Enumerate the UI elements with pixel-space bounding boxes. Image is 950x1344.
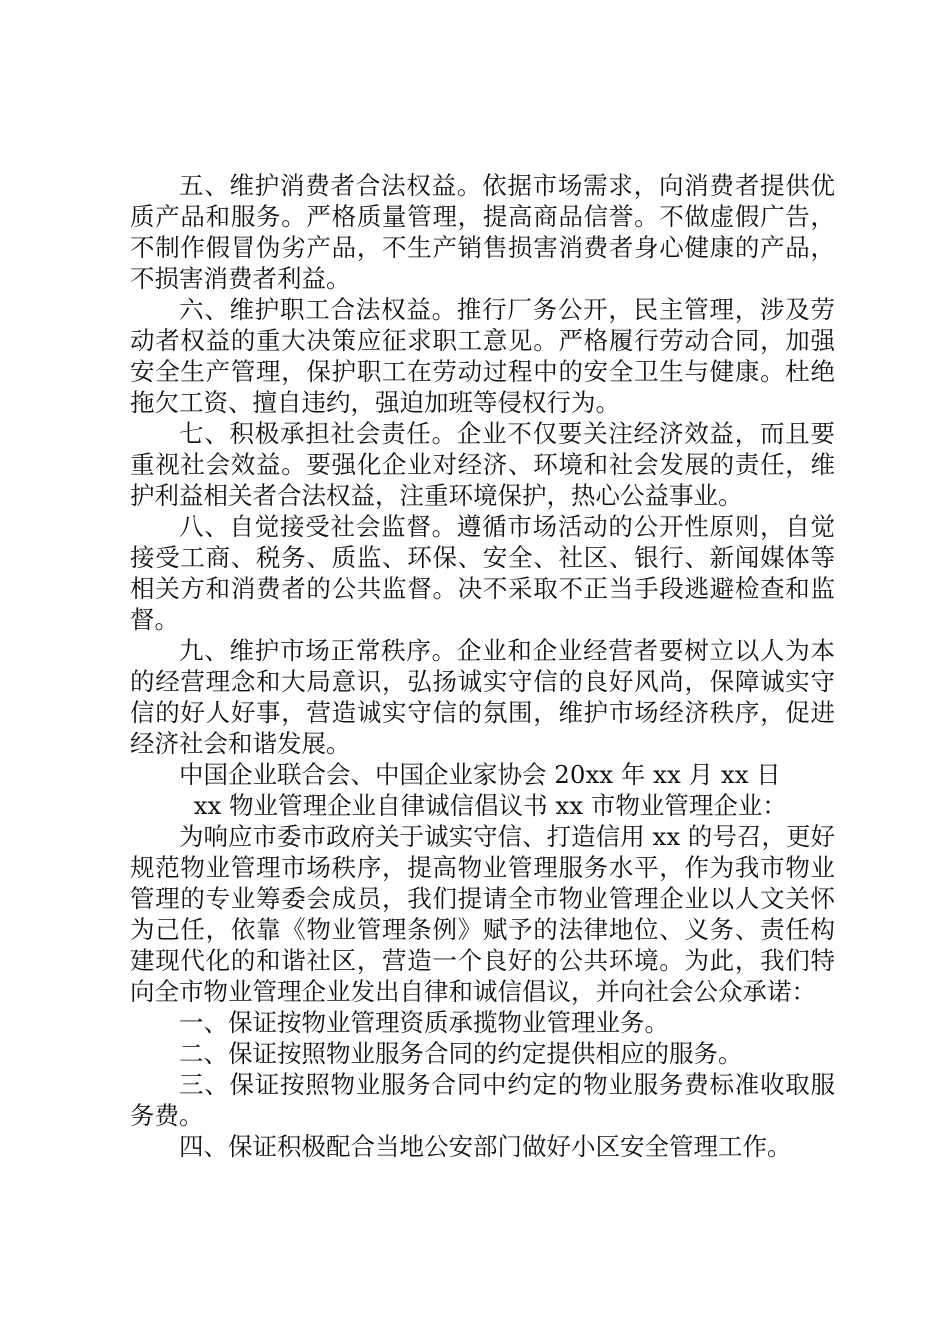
pledge-item: 二、保证按照物业服务合同的约定提供相应的服务。 bbox=[179, 1039, 743, 1068]
paragraph-consumer-rights: 五、维护消费者合法权益。依据市场需求，向消费者提供优质产品和服务。严格质量管理，提高商品信誉。不做虚假广告，不制作假冒伪劣产品，不生产销售损害消费者身心健康的产品，不损害消费者利益。 bbox=[130, 171, 835, 293]
signature-line: 中国企业联合会、中国企业家协会 20xx 年 xx 月 xx 日 bbox=[179, 760, 781, 789]
paragraph-social-supervision: 八、自觉接受社会监督。遵循市场活动的公开性原则，自觉接受工商、税务、质监、环保、安全、社区、银行、新闻媒体等相关方和消费者的公共监督。决不采取不正当手段逃避检查和监督。 bbox=[130, 512, 835, 634]
paragraph-market-order: 九、维护市场正常秩序。企业和企业经营者要树立以人为本的经营理念和大局意识，弘扬诚实守信的良好风尚，保障诚实守信的好人好事，营造诚实守信的氛围，维护市场经济秩序，促进经济社会和谐发展。 bbox=[130, 636, 835, 758]
paragraph-social-responsibility: 七、积极承担社会责任。企业不仅要关注经济效益，而且要重视社会效益。要强化企业对经济、环境和社会发展的责任，维护利益相关者合法权益，注重环境保护，热心公益事业。 bbox=[130, 419, 835, 510]
pledge-item: 三、保证按照物业服务合同中约定的物业服务费标准收取服务费。 bbox=[130, 1070, 835, 1130]
paragraph-employee-rights: 六、维护职工合法权益。推行厂务公开，民主管理，涉及劳动者权益的重大决策应征求职工意见。严格履行劳动合同，加强安全生产管理，保护职工在劳动过程中的安全卫生与健康。杜绝拖欠工资、擅自违约，强迫加班等侵权行为。 bbox=[130, 295, 835, 417]
proposal-title: xx 物业管理企业自律诚信倡议书 xx 市物业管理企业： bbox=[193, 791, 787, 820]
document-body bbox=[130, 170, 835, 1162]
proposal-intro: 为响应市委市政府关于诚实守信、打造信用 xx 的号召，更好规范物业管理市场秩序，提高物业管理服务水平，作为我市物业管理的专业筹委会成员，我们提请全市物业管理企业以人文关怀为己任，依靠《物业管理条例》赋予的法律地位、义务、责任构建现代化的和谐社区，营造一个良好的公共环境。为此，我们特向全市物业管理企业发出自律和诚信倡议，并向社会公众承诺： bbox=[130, 822, 835, 1006]
pledge-item: 一、保证按物业管理资质承揽物业管理业务。 bbox=[179, 1008, 669, 1037]
pledge-item: 四、保证积极配合当地公安部门做好小区安全管理工作。 bbox=[179, 1132, 792, 1161]
